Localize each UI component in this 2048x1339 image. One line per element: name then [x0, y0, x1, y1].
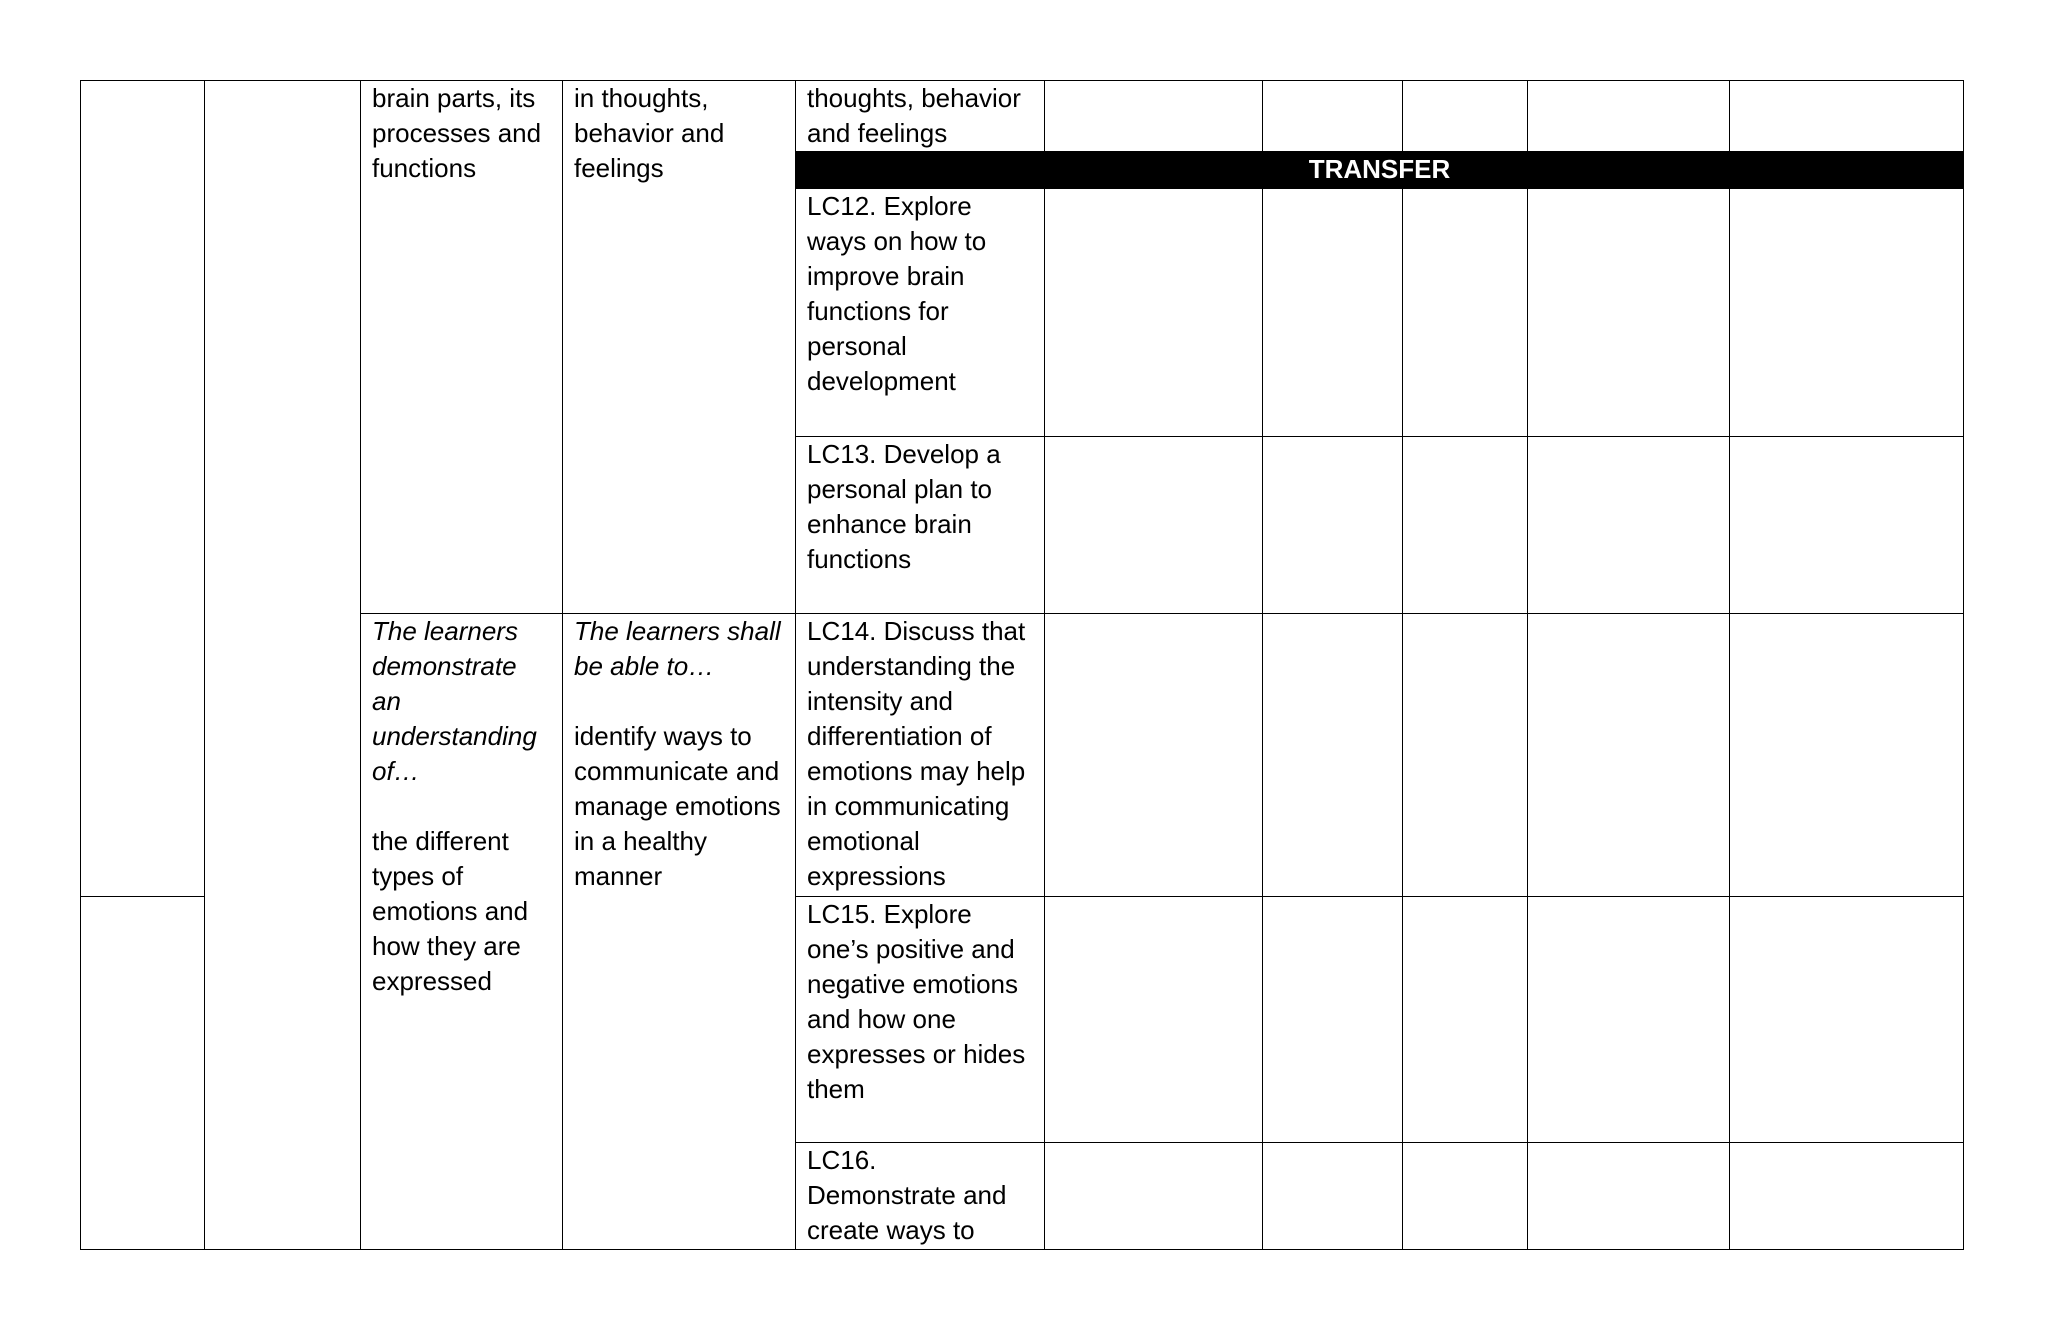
empty-cell — [1403, 897, 1528, 1143]
performance-standard-cell — [563, 614, 796, 1250]
empty-cell — [1045, 437, 1263, 614]
empty-cell — [1730, 897, 1964, 1143]
empty-cell — [1045, 1143, 1263, 1250]
empty-cell — [1403, 81, 1528, 152]
empty-cell — [1730, 1143, 1964, 1250]
competency-text-lc13: LC13. Develop a personal plan to enhance brain functions — [807, 439, 1001, 574]
empty-cell — [1263, 897, 1403, 1143]
competency-cell — [796, 81, 1045, 152]
grade-cell — [81, 81, 205, 897]
empty-cell — [1528, 897, 1730, 1143]
empty-cell — [1263, 1143, 1403, 1250]
empty-cell — [1263, 614, 1403, 897]
content-standard-cell — [361, 614, 563, 1250]
empty-cell — [1730, 437, 1964, 614]
grade-cell — [81, 897, 205, 1250]
empty-cell — [1263, 189, 1403, 437]
empty-cell — [1730, 189, 1964, 437]
competency-cell — [796, 189, 1045, 437]
empty-cell — [1045, 81, 1263, 152]
competency-cell — [796, 1143, 1045, 1250]
performance-standard-body: identify ways to communicate and manage emotions in a healthy manner — [574, 721, 781, 891]
empty-cell — [1403, 189, 1528, 437]
empty-cell — [1528, 437, 1730, 614]
empty-cell — [1528, 614, 1730, 897]
empty-cell — [1403, 1143, 1528, 1250]
empty-cell — [1045, 897, 1263, 1143]
competency-cell — [796, 897, 1045, 1143]
competency-cell — [796, 437, 1045, 614]
empty-cell — [1403, 437, 1528, 614]
content-standard-cell — [361, 81, 563, 614]
quarter-cell — [205, 81, 361, 1250]
empty-cell — [1528, 81, 1730, 152]
empty-cell — [1045, 614, 1263, 897]
spacer — [372, 789, 562, 824]
empty-cell — [1528, 1143, 1730, 1250]
spacer — [574, 684, 795, 719]
empty-cell — [1528, 189, 1730, 437]
performance-standard-cell — [563, 81, 796, 614]
empty-cell — [1403, 614, 1528, 897]
empty-cell — [1730, 614, 1964, 897]
competency-text-lc16: LC16. Demonstrate and create ways to — [807, 1145, 1007, 1245]
content-standard-text: brain parts, its processes and functions — [372, 83, 542, 183]
table-row — [81, 614, 1964, 897]
empty-cell — [1263, 437, 1403, 614]
empty-cell — [1730, 81, 1964, 152]
table-row — [81, 81, 1964, 152]
curriculum-table — [80, 80, 1964, 1250]
competency-text: thoughts, behavior and feelings — [807, 83, 1021, 148]
competency-text-lc12: LC12. Explore ways on how to improve brain functions for personal development — [807, 191, 987, 396]
content-standard-body: the different types of emotions and how they are expressed — [372, 826, 529, 996]
content-standard-intro: The learners demonstrate an understanding of… — [372, 616, 537, 786]
competency-text-lc14: LC14. Discuss that understanding the intensity and differentiation of emotions may help in communicating emotional expressions — [807, 616, 1026, 891]
performance-standard-text: in thoughts, behavior and feelings — [574, 83, 725, 183]
empty-cell — [1045, 189, 1263, 437]
section-header-transfer: TRANSFER — [796, 152, 1964, 189]
competency-text-lc15: LC15. Explore one’s positive and negative emotions and how one expresses or hides them — [807, 899, 1026, 1104]
competency-cell — [796, 614, 1045, 897]
empty-cell — [1263, 81, 1403, 152]
performance-standard-intro: The learners shall be able to… — [574, 616, 781, 681]
